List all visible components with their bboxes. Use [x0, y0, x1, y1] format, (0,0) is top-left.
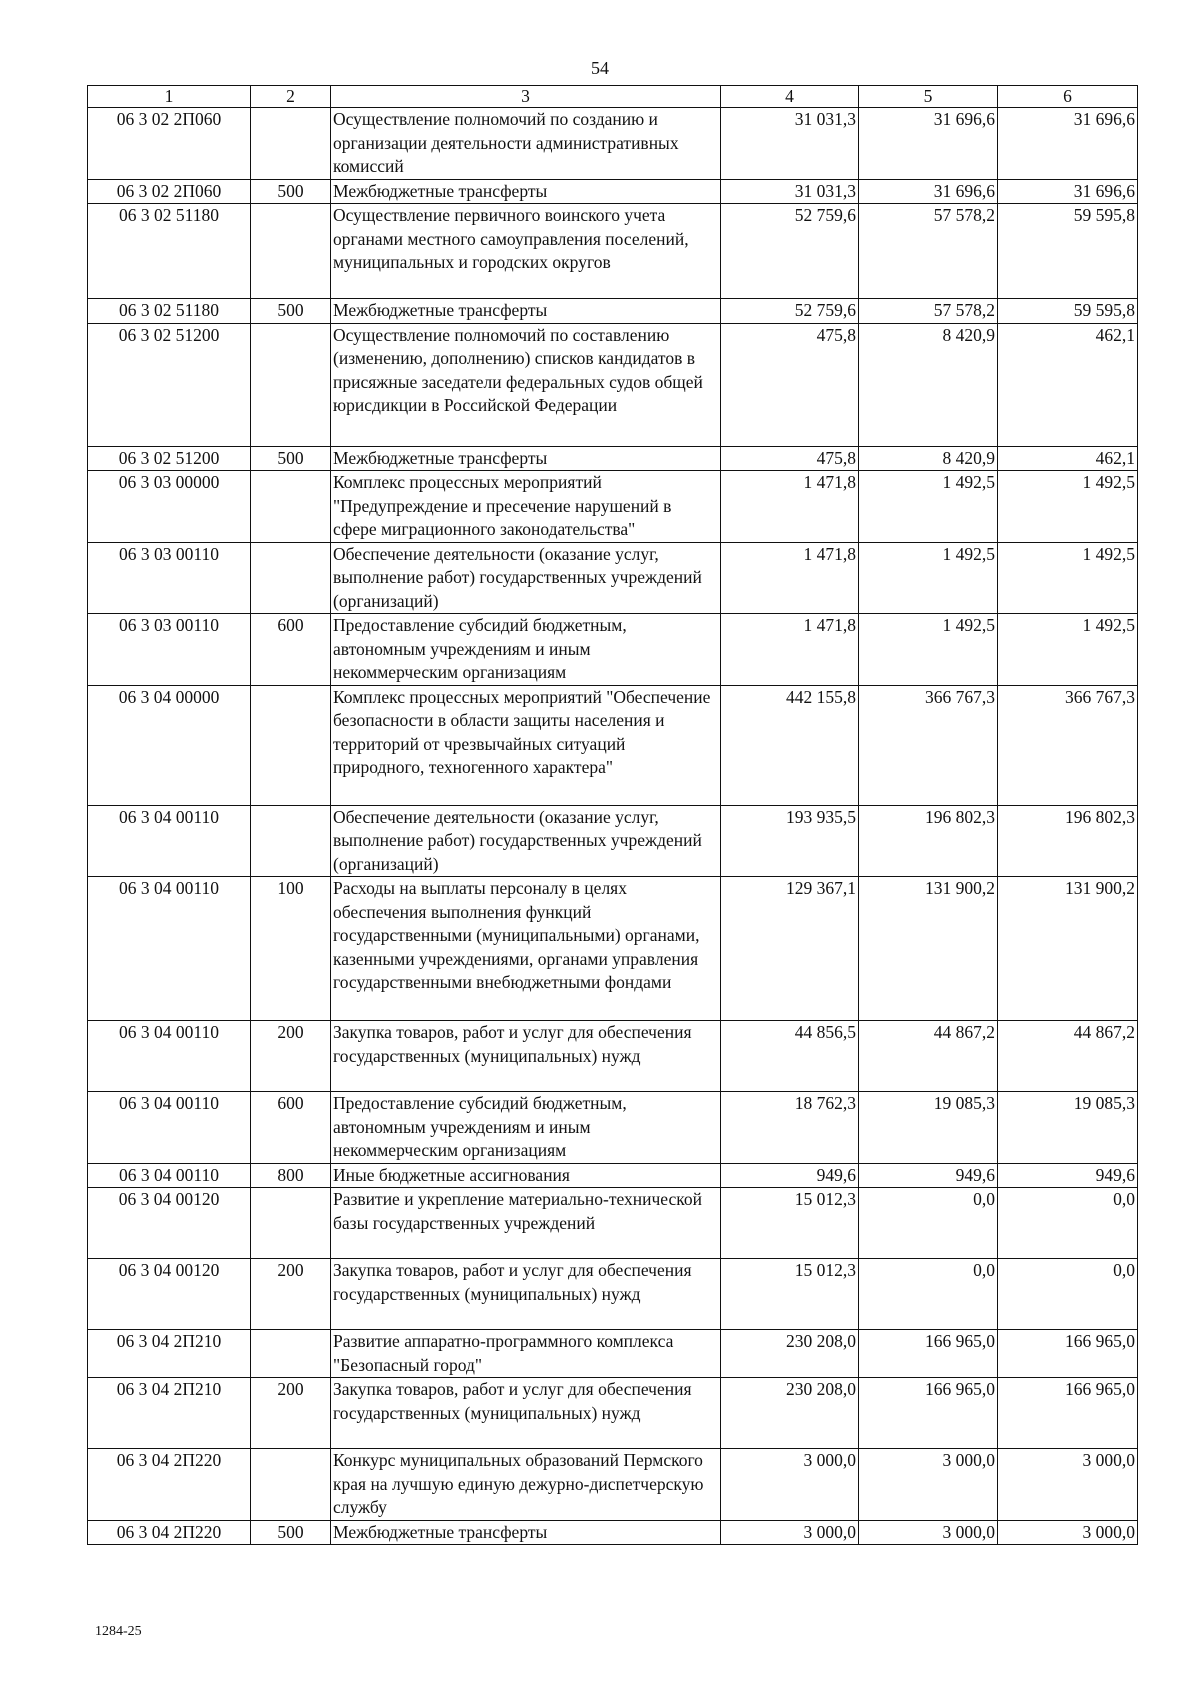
- row-description: Закупка товаров, работ и услуг для обеспечения государственных (муниципальных) нужд: [331, 1021, 721, 1092]
- row-expense-type: [251, 685, 331, 805]
- row-code: 06 3 03 00110: [88, 542, 251, 614]
- row-expense-type: [251, 108, 331, 180]
- row-code: 06 3 04 00120: [88, 1259, 251, 1330]
- table-row: [88, 299, 1138, 324]
- row-expense-type: 100: [251, 877, 331, 1021]
- row-amount-col-5: 1 492,5: [859, 614, 998, 686]
- table-row: [88, 1330, 1138, 1378]
- row-amount-col-6: 1 492,5: [998, 614, 1138, 686]
- row-amount-col-5: 196 802,3: [859, 805, 998, 877]
- row-description: Предоставление субсидий бюджетным, автономным учреждениям и иным некоммерческим организациям: [331, 1092, 721, 1164]
- row-expense-type: 500: [251, 179, 331, 204]
- table-row: [88, 108, 1138, 180]
- row-amount-col-5: 949,6: [859, 1163, 998, 1188]
- table-row: [88, 179, 1138, 204]
- row-code: 06 3 04 00110: [88, 1092, 251, 1164]
- row-amount-col-5: 8 420,9: [859, 323, 998, 446]
- table-row: [88, 685, 1138, 805]
- budget-table: [87, 85, 1138, 1545]
- header-col-2: 2: [251, 86, 331, 108]
- row-code: 06 3 04 00000: [88, 685, 251, 805]
- row-amount-col-6: 462,1: [998, 446, 1138, 471]
- row-amount-col-4: 1 471,8: [721, 614, 859, 686]
- row-amount-col-6: 59 595,8: [998, 299, 1138, 324]
- header-col-1: 1: [88, 86, 251, 108]
- row-description: Обеспечение деятельности (оказание услуг, выполнение работ) государственных учреждений (организаций): [331, 542, 721, 614]
- row-amount-col-4: 52 759,6: [721, 204, 859, 299]
- row-expense-type: 200: [251, 1378, 331, 1449]
- row-description: Развитие и укрепление материально-технической базы государственных учреждений: [331, 1188, 721, 1259]
- header-col-3: 3: [331, 86, 721, 108]
- row-description: Межбюджетные трансферты: [331, 1520, 721, 1545]
- row-amount-col-4: 949,6: [721, 1163, 859, 1188]
- row-code: 06 3 04 00110: [88, 877, 251, 1021]
- row-amount-col-6: 3 000,0: [998, 1520, 1138, 1545]
- row-amount-col-5: 0,0: [859, 1259, 998, 1330]
- row-amount-col-5: 57 578,2: [859, 204, 998, 299]
- row-amount-col-5: 19 085,3: [859, 1092, 998, 1164]
- row-code: 06 3 02 51200: [88, 323, 251, 446]
- table-row: [88, 614, 1138, 686]
- row-expense-type: 500: [251, 1520, 331, 1545]
- row-amount-col-5: 3 000,0: [859, 1520, 998, 1545]
- table-row: [88, 1378, 1138, 1449]
- row-description: Осуществление полномочий по созданию и организации деятельности административных комиссий: [331, 108, 721, 180]
- row-code: 06 3 04 2П220: [88, 1449, 251, 1521]
- row-amount-col-5: 31 696,6: [859, 108, 998, 180]
- row-amount-col-5: 3 000,0: [859, 1449, 998, 1521]
- row-description: Предоставление субсидий бюджетным, автономным учреждениям и иным некоммерческим организациям: [331, 614, 721, 686]
- row-amount-col-4: 15 012,3: [721, 1188, 859, 1259]
- row-expense-type: 200: [251, 1259, 331, 1330]
- row-expense-type: [251, 471, 331, 543]
- row-code: 06 3 02 2П060: [88, 179, 251, 204]
- row-expense-type: [251, 542, 331, 614]
- row-amount-col-6: 949,6: [998, 1163, 1138, 1188]
- row-amount-col-4: 31 031,3: [721, 179, 859, 204]
- table-header-row: [88, 86, 1138, 108]
- row-description: Межбюджетные трансферты: [331, 446, 721, 471]
- row-amount-col-4: 475,8: [721, 323, 859, 446]
- table-row: [88, 323, 1138, 446]
- row-amount-col-4: 18 762,3: [721, 1092, 859, 1164]
- row-description: Межбюджетные трансферты: [331, 299, 721, 324]
- row-amount-col-4: 52 759,6: [721, 299, 859, 324]
- row-code: 06 3 02 51200: [88, 446, 251, 471]
- row-amount-col-6: 31 696,6: [998, 108, 1138, 180]
- row-amount-col-4: 44 856,5: [721, 1021, 859, 1092]
- row-amount-col-4: 193 935,5: [721, 805, 859, 877]
- row-amount-col-6: 0,0: [998, 1259, 1138, 1330]
- row-code: 06 3 02 51180: [88, 204, 251, 299]
- row-amount-col-5: 44 867,2: [859, 1021, 998, 1092]
- header-col-6: 6: [998, 86, 1138, 108]
- row-expense-type: [251, 1330, 331, 1378]
- table-row: [88, 1259, 1138, 1330]
- row-amount-col-5: 166 965,0: [859, 1330, 998, 1378]
- row-code: 06 3 04 00110: [88, 1163, 251, 1188]
- row-amount-col-6: 44 867,2: [998, 1021, 1138, 1092]
- row-code: 06 3 03 00110: [88, 614, 251, 686]
- row-amount-col-4: 230 208,0: [721, 1378, 859, 1449]
- document-code: 1284-25: [95, 1624, 142, 1639]
- row-amount-col-4: 442 155,8: [721, 685, 859, 805]
- row-amount-col-5: 8 420,9: [859, 446, 998, 471]
- row-code: 06 3 02 2П060: [88, 108, 251, 180]
- row-amount-col-6: 1 492,5: [998, 542, 1138, 614]
- row-code: 06 3 04 00120: [88, 1188, 251, 1259]
- row-amount-col-6: 166 965,0: [998, 1330, 1138, 1378]
- header-col-4: 4: [721, 86, 859, 108]
- row-expense-type: 500: [251, 299, 331, 324]
- row-amount-col-5: 1 492,5: [859, 471, 998, 543]
- table-row: [88, 471, 1138, 543]
- row-amount-col-6: 366 767,3: [998, 685, 1138, 805]
- row-amount-col-6: 19 085,3: [998, 1092, 1138, 1164]
- row-description: Осуществление полномочий по составлению (изменению, дополнению) списков кандидатов в присяжные заседатели федеральных судов общей юрисдикции в Российской Федерации: [331, 323, 721, 446]
- row-amount-col-6: 166 965,0: [998, 1378, 1138, 1449]
- row-expense-type: 800: [251, 1163, 331, 1188]
- row-amount-col-5: 57 578,2: [859, 299, 998, 324]
- row-amount-col-4: 3 000,0: [721, 1520, 859, 1545]
- row-expense-type: 600: [251, 1092, 331, 1164]
- row-expense-type: [251, 1188, 331, 1259]
- table-row: [88, 542, 1138, 614]
- row-description: Закупка товаров, работ и услуг для обеспечения государственных (муниципальных) нужд: [331, 1259, 721, 1330]
- row-amount-col-6: 462,1: [998, 323, 1138, 446]
- row-code: 06 3 04 2П210: [88, 1330, 251, 1378]
- row-amount-col-6: 59 595,8: [998, 204, 1138, 299]
- row-description: Иные бюджетные ассигнования: [331, 1163, 721, 1188]
- row-amount-col-5: 366 767,3: [859, 685, 998, 805]
- table-row: [88, 1163, 1138, 1188]
- row-amount-col-4: 1 471,8: [721, 471, 859, 543]
- row-amount-col-4: 3 000,0: [721, 1449, 859, 1521]
- row-amount-col-4: 31 031,3: [721, 108, 859, 180]
- row-amount-col-5: 31 696,6: [859, 179, 998, 204]
- row-description: Обеспечение деятельности (оказание услуг, выполнение работ) государственных учреждений (организаций): [331, 805, 721, 877]
- row-amount-col-6: 196 802,3: [998, 805, 1138, 877]
- row-amount-col-6: 1 492,5: [998, 471, 1138, 543]
- row-amount-col-5: 0,0: [859, 1188, 998, 1259]
- row-description: Комплекс процессных мероприятий "Обеспечение безопасности в области защиты населения и территорий от чрезвычайных ситуаций природного, техногенного характера": [331, 685, 721, 805]
- row-code: 06 3 04 2П220: [88, 1520, 251, 1545]
- row-amount-col-5: 166 965,0: [859, 1378, 998, 1449]
- row-expense-type: [251, 323, 331, 446]
- page-number: 54: [591, 58, 609, 78]
- table-row: [88, 1021, 1138, 1092]
- row-code: 06 3 03 00000: [88, 471, 251, 543]
- header-col-5: 5: [859, 86, 998, 108]
- row-code: 06 3 04 2П210: [88, 1378, 251, 1449]
- row-description: Осуществление первичного воинского учета органами местного самоуправления поселений, муниципальных и городских округов: [331, 204, 721, 299]
- row-amount-col-4: 230 208,0: [721, 1330, 859, 1378]
- row-amount-col-6: 131 900,2: [998, 877, 1138, 1021]
- row-description: Конкурс муниципальных образований Пермского края на лучшую единую дежурно-диспетчерскую службу: [331, 1449, 721, 1521]
- row-code: 06 3 04 00110: [88, 1021, 251, 1092]
- row-code: 06 3 02 51180: [88, 299, 251, 324]
- row-expense-type: 500: [251, 446, 331, 471]
- row-code: 06 3 04 00110: [88, 805, 251, 877]
- row-expense-type: 600: [251, 614, 331, 686]
- row-description: Расходы на выплаты персоналу в целях обеспечения выполнения функций государственными (муниципальными) органами, казенными учреждениями, органами управления государственными внебюджетными фондами: [331, 877, 721, 1021]
- table-row: [88, 204, 1138, 299]
- row-description: Развитие аппаратно-программного комплекса "Безопасный город": [331, 1330, 721, 1378]
- table-row: [88, 1449, 1138, 1521]
- table-body: [88, 108, 1138, 1545]
- table-row: [88, 1092, 1138, 1164]
- table-row: [88, 1520, 1138, 1545]
- row-amount-col-4: 15 012,3: [721, 1259, 859, 1330]
- row-expense-type: [251, 805, 331, 877]
- row-amount-col-6: 3 000,0: [998, 1449, 1138, 1521]
- row-amount-col-4: 129 367,1: [721, 877, 859, 1021]
- row-expense-type: [251, 1449, 331, 1521]
- row-amount-col-4: 1 471,8: [721, 542, 859, 614]
- row-amount-col-6: 0,0: [998, 1188, 1138, 1259]
- row-amount-col-6: 31 696,6: [998, 179, 1138, 204]
- table-row: [88, 805, 1138, 877]
- row-description: Закупка товаров, работ и услуг для обеспечения государственных (муниципальных) нужд: [331, 1378, 721, 1449]
- row-expense-type: [251, 204, 331, 299]
- row-description: Комплекс процессных мероприятий "Предупреждение и пресечение нарушений в сфере миграционного законодательства": [331, 471, 721, 543]
- table-row: [88, 1188, 1138, 1259]
- table-row: [88, 446, 1138, 471]
- row-amount-col-5: 131 900,2: [859, 877, 998, 1021]
- table-row: [88, 877, 1138, 1021]
- row-amount-col-4: 475,8: [721, 446, 859, 471]
- row-amount-col-5: 1 492,5: [859, 542, 998, 614]
- row-expense-type: 200: [251, 1021, 331, 1092]
- row-description: Межбюджетные трансферты: [331, 179, 721, 204]
